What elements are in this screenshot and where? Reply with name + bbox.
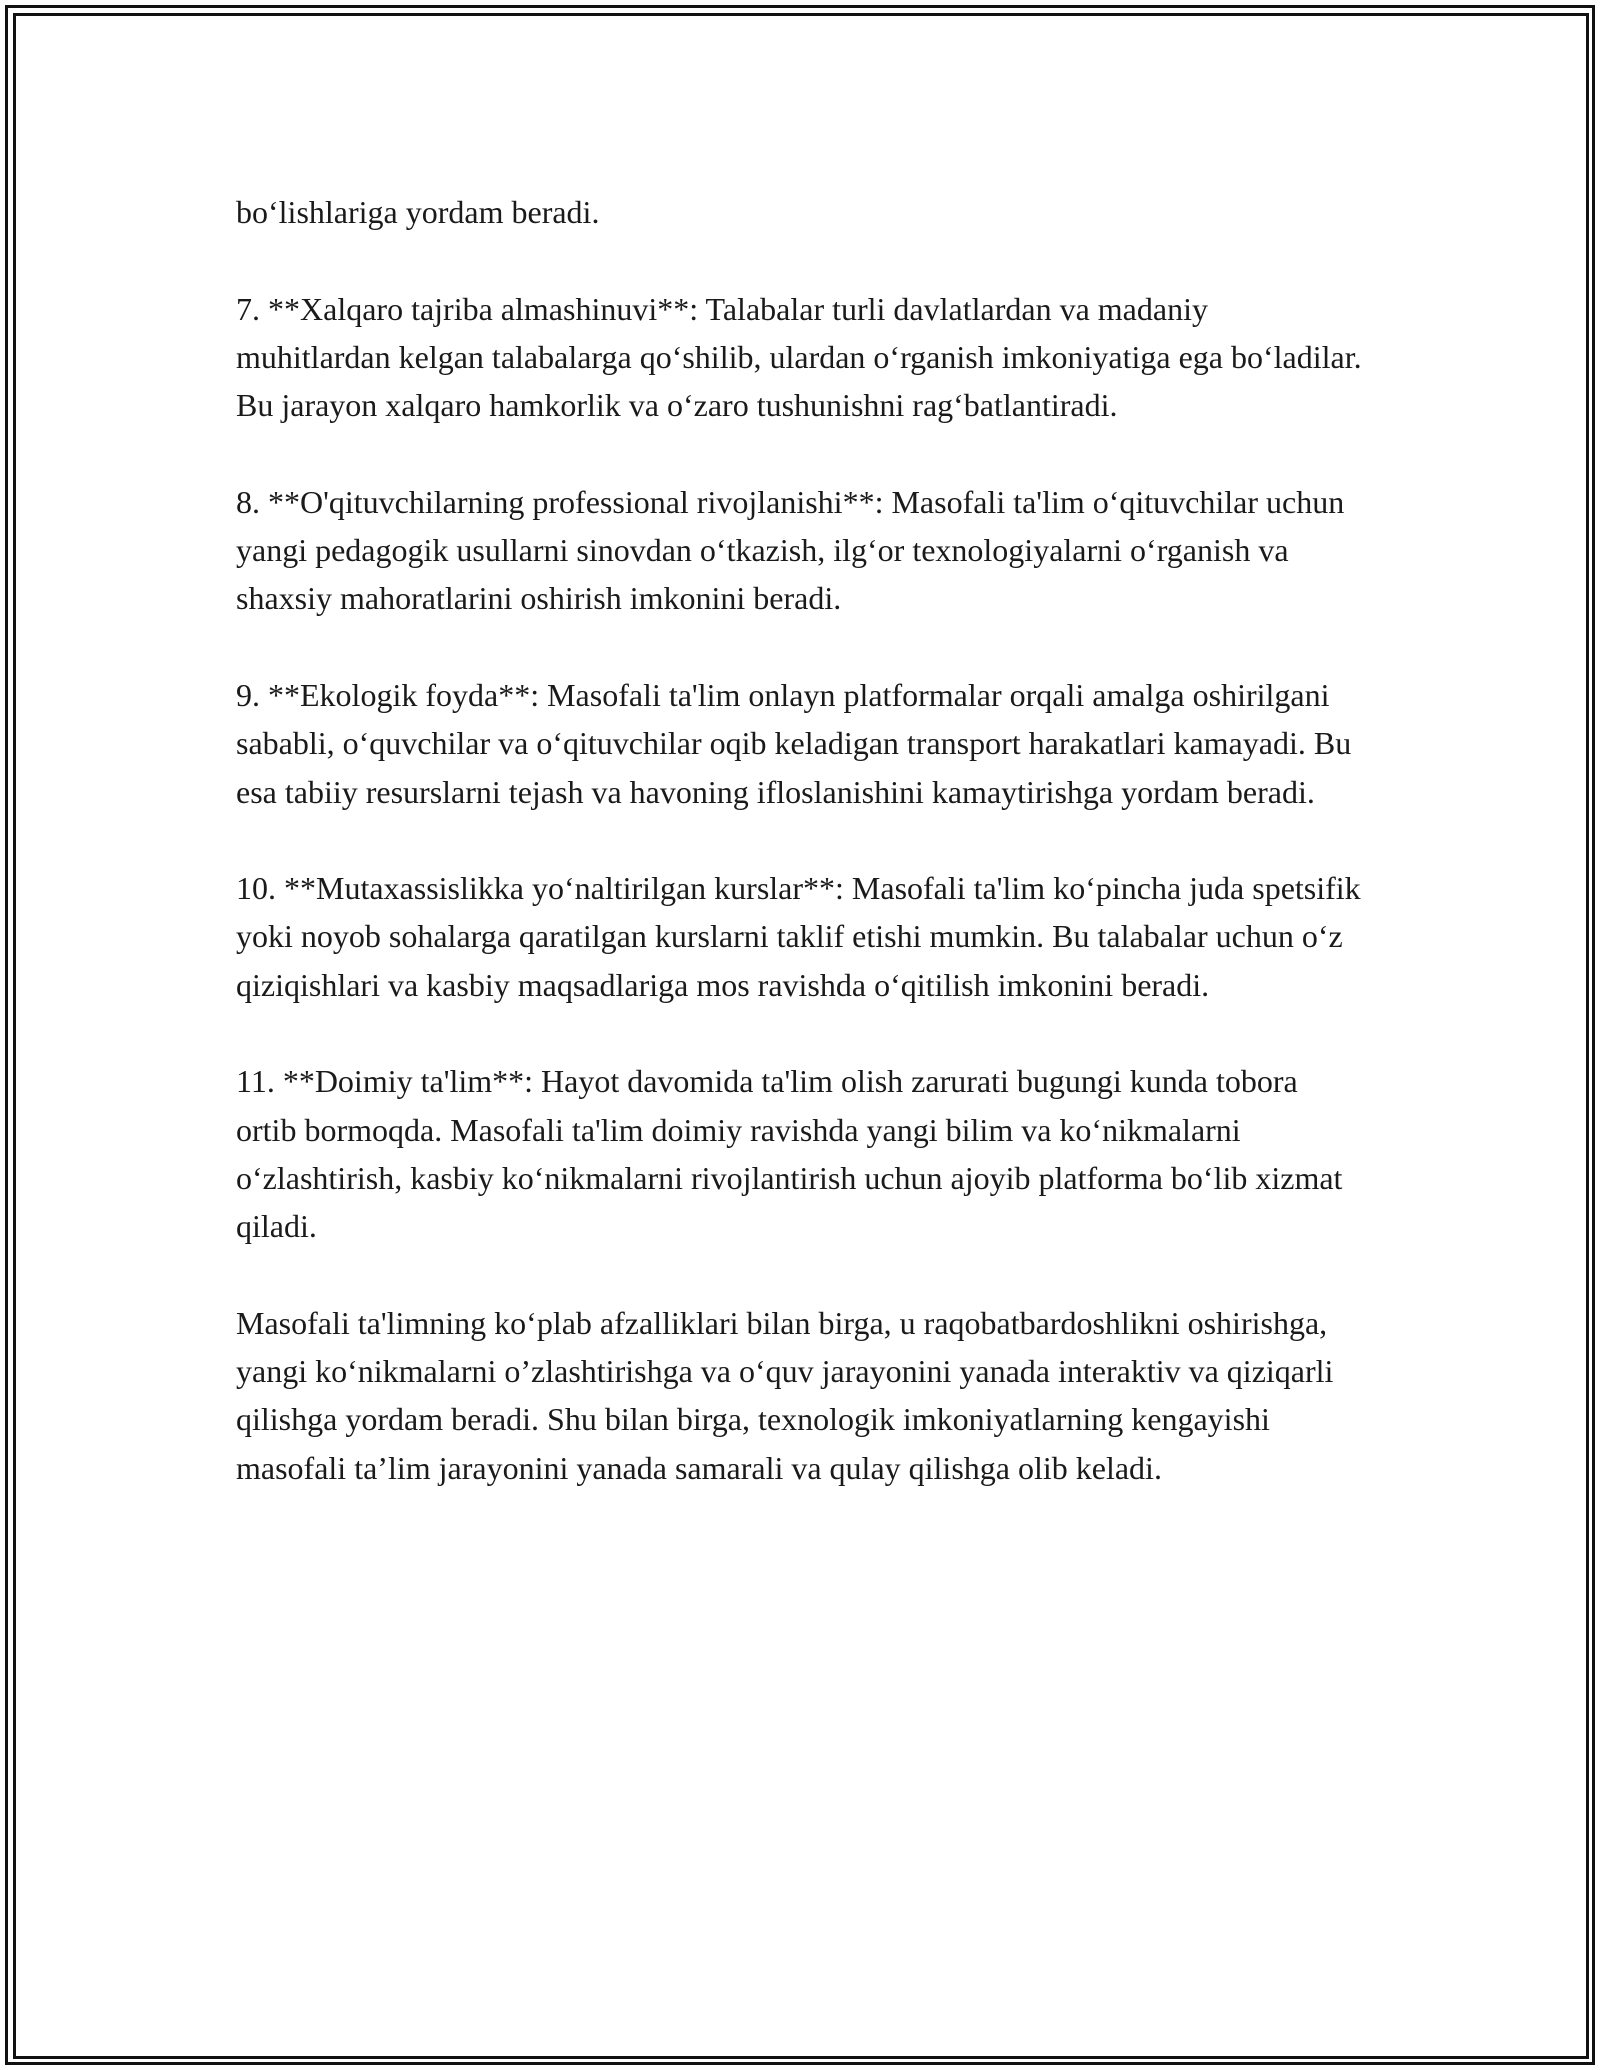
paragraph-item-8: 8. **O'qituvchilarning professional rivojlanishi**: Masofali ta'lim o‘qituvchilar uchun yangi pedagogik usullarni sinovdan o‘tkazish, ilg‘or texnologiyalarni o‘rganish va shaxsiy mahoratlarini oshirish imkonini beradi. <box>236 483 1345 617</box>
paragraph-item-7: 7. **Xalqaro tajriba almashinuvi**: Talabalar turli davlatlardan va madaniy muhitlardan kelgan talabalarga qo‘shilib, ulardan o‘rganish imkoniyatiga ega bo‘ladilar. Bu jarayon xalqaro hamkorlik va o‘zaro tushunishni rag‘batlantiradi. <box>236 290 1362 424</box>
paragraph-item-11: 11. **Doimiy ta'lim**: Hayot davomida ta'lim olish zarurati bugungi kunda tobora ortib bormoqda. Masofali ta'lim doimiy ravishda yangi bilim va ko‘nikmalarni o‘zlashtirish, kasbiy ko‘nikmalarni rivojlantirish uchun ajoyib platforma bo‘lib xizmat qiladi. <box>236 1063 1343 1245</box>
paragraph-conclusion: Masofali ta'limning ko‘plab afzalliklari bilan birga, u raqobatbardoshlikni oshirishga, yangi ko‘nikmalarni o’zlashtirishga va o‘quv jarayonini yanada interaktiv va qiziqarli qilishga yordam beradi. Shu bilan birga, texnologik imkoniyatlarning kengayishi masofali ta’lim jarayonini yanada samarali va qulay qilishga olib keladi. <box>236 1304 1334 1486</box>
paragraph-item-10: 10. **Mutaxassislikka yo‘naltirilgan kurslar**: Masofali ta'lim ko‘pincha juda spetsifik yoki noyob sohalarga qaratilgan kurslarni taklif etishi mumkin. Bu talabalar uchun o‘z qiziqishlari va kasbiy maqsadlariga mos ravishda o‘qitilish imkonini beradi. <box>236 870 1361 1003</box>
paragraph-continuation: bo‘lishlariga yordam beradi. <box>236 194 600 230</box>
document-body <box>236 188 1366 1492</box>
paragraph-item-9: 9. **Ekologik foyda**: Masofali ta'lim onlayn platformalar orqali amalga oshirilgani sababli, o‘quvchilar va o‘qituvchilar oqib keladigan transport harakatlari kamayadi. Bu esa tabiiy resurslarni tejash va havoning ifloslanishini kamaytirishga yordam beradi. <box>236 676 1352 810</box>
